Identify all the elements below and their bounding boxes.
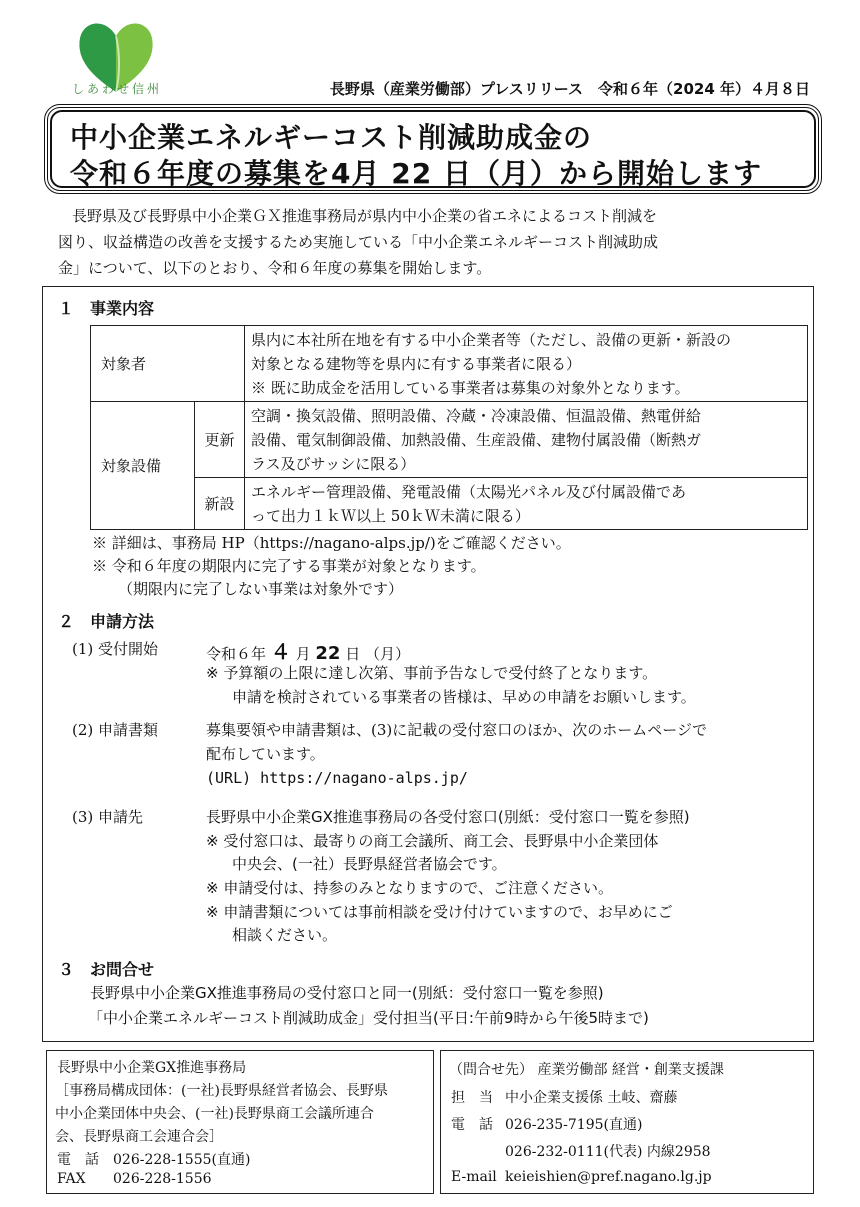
item-3-note-1b: 中央会、(一社）長野県経営者協会です。 (232, 855, 507, 873)
secretariat-fax-label: FAX (57, 1171, 86, 1187)
renewal-line: 設備、電気制御設備、加熱設備、生産設備、建物付属設備（断熱ガ (251, 430, 702, 449)
contact-tel-main: 026-232-0111(代表) 内線2958 (505, 1144, 711, 1160)
target-equipment-header: 対象設備 (91, 402, 195, 530)
section-2-title: ２ 申請方法 (58, 612, 155, 631)
renewal-line: ラス及びサッシに限る） (251, 454, 416, 473)
new-line: エネルギー管理設備、発電設備（太陽光パネル及び付属設備であ (251, 482, 687, 501)
contact-department: （問合せ先） 産業労働部 経営・創業支援課 (449, 1062, 724, 1078)
item-2-url[interactable]: (URL) https://nagano-alps.jp/ (206, 769, 468, 787)
title-box (44, 104, 822, 194)
equipment-new-label: 新設 (195, 478, 245, 530)
contact-email[interactable]: keieishien@pref.nagano.lg.jp (505, 1169, 712, 1185)
applicant-line: 県内に本社所在地を有する中小企業者等（ただし、設備の更新・新設の (251, 330, 732, 349)
date-month-unit: 月 (295, 645, 311, 663)
title-line-2: 令和６年度の募集を4月 22 日（月）から開始します (70, 157, 762, 190)
section-1-title: １ 事業内容 (58, 299, 155, 318)
contact-tel-direct: 026-235-7195(直通) (505, 1117, 643, 1133)
date-month: ４ (270, 640, 291, 664)
renewal-line: 空調・換気設備、照明設備、冷蔵・冷凍設備、恒温設備、熱電併給 (251, 406, 702, 425)
intro-line-3: 金」について、以下のとおり、令和６年度の募集を開始します。 (58, 259, 492, 277)
item-1-date (206, 636, 410, 665)
section-3-title: ３ お問合せ (58, 960, 155, 979)
equipment-renewal-label: 更新 (195, 402, 245, 478)
item-1-label: (1) 受付開始 (72, 640, 159, 658)
intro-line-1: 長野県及び長野県中小企業ＧＸ推進事務局が県内中小企業の省エネによるコスト削減を (72, 207, 658, 225)
footer-secretariat-box (46, 1050, 434, 1194)
secretariat-members-1: ［事務局構成団体：(一社)長野県経営者協会、長野県 (55, 1083, 388, 1099)
item-3-note-2: ※ 申請受付は、持参のみとなりますので、ご注意ください。 (206, 879, 614, 897)
item-3-note-3b: 相談ください。 (232, 926, 338, 944)
new-line: って出力１ｋＷ以上 50ｋＷ未満に限る） (251, 506, 530, 525)
contact-email-label: E-mail (451, 1169, 497, 1185)
target-applicant-header: 対象者 (91, 326, 245, 402)
section-1-note-1: ※ 詳細は、事務局 HP（https://nagano-alps.jp/)をご確認ください。 (92, 534, 571, 552)
secretariat-members-3: 会、長野県商工会連合会］ (55, 1129, 223, 1145)
equipment-new-cell (245, 478, 808, 530)
item-2-line-1: 募集要領や申請書類は、(3)に記載の受付窓口のほか、次のホームページで (206, 721, 707, 739)
title-line-1: 中小企業エネルギーコスト削減助成金の (70, 121, 593, 154)
secretariat-members-2: 中小企業団体中央会、(一社)長野県商工会議所連合 (55, 1106, 374, 1122)
target-applicant-cell (245, 326, 808, 402)
logo-text: しあわせ信州 (71, 82, 162, 96)
item-2-line-2: 配布しています。 (206, 745, 325, 763)
contact-staff-label: 担 当 (451, 1090, 493, 1106)
date-day-unit: 日 （月） (345, 645, 410, 663)
target-table (90, 325, 808, 530)
applicant-note: ※ 既に助成金を活用している事業者は募集の対象外となります。 (251, 378, 690, 397)
item-3-note-3a: ※ 申請書類については事前相談を受け付けていますので、お早めにご (206, 903, 673, 921)
item-1-note-1: ※ 予算額の上限に達し次第、事前予告なしで受付終了となります。 (206, 664, 658, 682)
secretariat-tel: 026-228-1555(直通) (113, 1152, 251, 1168)
item-2-label: (2) 申請書類 (72, 721, 159, 739)
press-release-line: 長野県（産業労働部）プレスリリース 令和６年（2024 年）４月８日 (329, 80, 810, 98)
contact-staff: 中小企業支援係 土岐、齋藤 (505, 1090, 678, 1106)
applicant-line: 対象となる建物等を県内に有する事業者に限る） (251, 354, 582, 373)
secretariat-tel-label: 電 話 (57, 1152, 99, 1168)
date-prefix: 令和６年 (206, 645, 267, 663)
equipment-renewal-cell (245, 402, 808, 478)
section-1-note-3: （期限内に完了しない事業は対象外です） (118, 580, 404, 598)
secretariat-fax: 026-228-1556 (113, 1171, 212, 1187)
section-1-note-2: ※ 令和６年度の期限内に完了する事業が対象となります。 (92, 557, 486, 575)
contact-tel-label: 電 話 (451, 1117, 493, 1133)
item-3-note-1a: ※ 受付窓口は、最寄りの商工会議所、商工会、長野県中小企業団体 (206, 832, 659, 850)
footer-contact-box (440, 1050, 814, 1194)
intro-line-2: 図り、収益構造の改善を支援するため実施している「中小企業エネルギーコスト削減助成 (58, 233, 659, 251)
item-3-label: (3) 申請先 (72, 808, 144, 826)
date-day: 22 (315, 643, 341, 664)
contact-line-1: 長野県中小企業GX推進事務局の受付窓口と同一(別紙：受付窓口一覧を参照) (90, 984, 604, 1002)
contact-line-2: 「中小企業エネルギーコスト削減助成金」受付担当(平日:午前9時から午後5時まで) (88, 1009, 649, 1027)
item-1-note-2: 申請を検討されている事業者の皆様は、早めの申請をお願いします。 (232, 688, 696, 706)
secretariat-name: 長野県中小企業GX推進事務局 (57, 1060, 247, 1076)
item-3-line-1: 長野県中小企業GX推進事務局の各受付窓口(別紙：受付窓口一覧を参照) (206, 808, 690, 826)
